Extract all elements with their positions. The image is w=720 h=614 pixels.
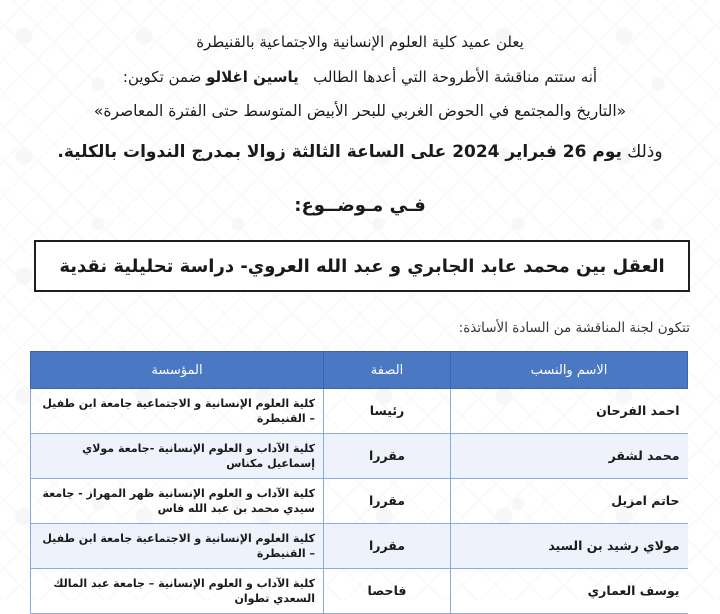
member-role: مقررا: [324, 524, 451, 569]
member-role: مقررا: [324, 479, 451, 524]
table-row: [31, 569, 688, 614]
announcement-line-2: [30, 68, 690, 86]
member-institution: كلية الآداب و العلوم الإنسانية ظهر المهراز - جامعة سيدي محمد بن عبد الله فاس: [31, 479, 324, 524]
student-name: ياسين اغلالو: [206, 68, 299, 86]
member-institution: كلية العلوم الإنسانية و الاجتماعية جامعة ابن طفيل – القنيطرة: [31, 389, 324, 434]
header-name: الاسم والنسب: [451, 352, 688, 389]
training-program: «التاريخ والمجتمع في الحوض الغربي للبحر الأبيض المتوسط حتى الفترة المعاصرة»: [93, 102, 627, 120]
thesis-subject-title: العقل بين محمد عابد الجابري و عبد الله العروي- دراسة تحليلية نقدية: [59, 255, 665, 277]
line2-prefix: أنه ستتم مناقشة الأطروحة التي أعدها الطالب: [313, 68, 598, 86]
member-name: يوسف العماري: [451, 569, 688, 614]
member-institution: كلية العلوم الإنسانية و الاجتماعية جامعة ابن طفيل – القنيطرة: [31, 524, 324, 569]
table-row: [31, 434, 688, 479]
table-row: [31, 389, 688, 434]
member-name: مولاي رشيد بن السيد: [451, 524, 688, 569]
member-role: مقررا: [324, 434, 451, 479]
defense-date-time: يوم 26 فبراير 2024 على الساعة الثالثة زوالا بمدرج الندوات بالكلية.: [57, 142, 622, 162]
table-row: [31, 524, 688, 569]
committee-caption: تتكون لجنة المناقشة من السادة الأساتذة:: [458, 320, 690, 336]
line2-suffix: ضمن تكوين:: [122, 68, 202, 86]
member-institution: كلية الآداب و العلوم الإنسانية – جامعة عبد المالك السعدي تطوان: [31, 569, 324, 614]
thesis-subject-box: [34, 240, 690, 292]
member-name: احمد الفرحان: [451, 389, 688, 434]
line4-prefix: وذلك: [627, 142, 663, 162]
defense-date-line: [30, 142, 690, 162]
member-name: محمد لشقر: [451, 434, 688, 479]
header-role: الصفة: [324, 352, 451, 389]
member-name: حاتم امزيل: [451, 479, 688, 524]
committee-header-row: [31, 352, 688, 389]
table-row: [31, 479, 688, 524]
member-institution: كلية الآداب و العلوم الإنسانية -جامعة مولاي إسماعيل مكناس: [31, 434, 324, 479]
committee-table: [30, 351, 688, 614]
announcement-line-1: يعلن عميد كلية العلوم الإنسانية والاجتماعية بالقنيطرة: [196, 33, 524, 51]
member-role: فاحصا: [324, 569, 451, 614]
member-role: رئيسا: [324, 389, 451, 434]
header-institution: المؤسسة: [31, 352, 324, 389]
subject-label: فـي مـوضــوع:: [294, 195, 426, 216]
